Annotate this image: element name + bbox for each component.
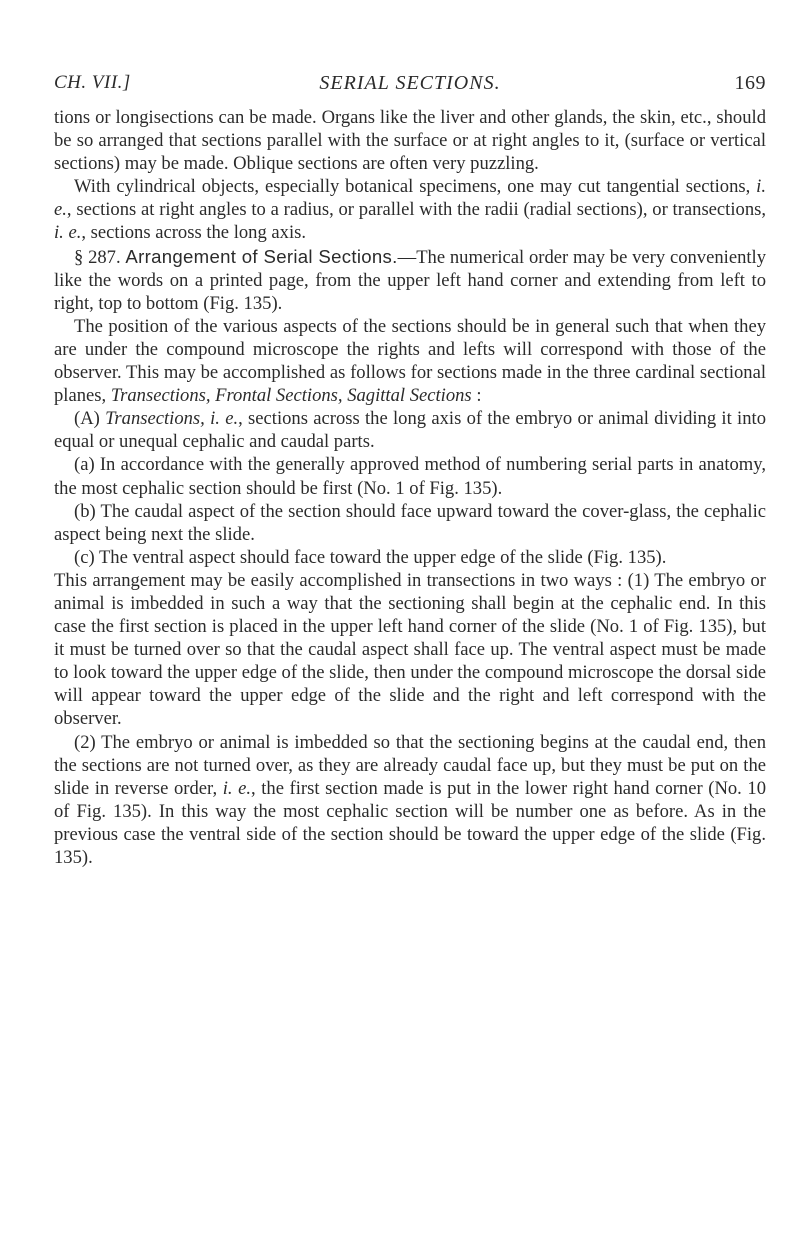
paragraph-item-b: (b) The caudal aspect of the section should face upward toward the cover-glass, the cephalic aspect being next the slide. (54, 500, 766, 545)
paragraph-arrangement: This arrangement may be easily accomplished in transections in two ways : (1) The embryo or animal is imbedded in such a way that the sectioning shall begin at the cephalic end. In this case the first section is placed in the upper left hand corner of the slide (No. 1 of Fig. 135), but it must be turned over so that the caudal aspect shall face up. The ventral aspect must be made to look toward the upper edge of the slide, then under the compound microscope the dorsal side will appear toward the upper edge of the slide and the right and left correspond with the observer. (54, 569, 766, 730)
italic-text: i. e. (54, 222, 82, 244)
paragraph-item-2 (54, 731, 766, 870)
text-run: The position of the various aspects of the sections should be in general such that when they are under the compound microscope the rights and lefts will correspond with those of the observer. This may be accomplished as follows for sections made in the three cardinal sectional planes, (54, 315, 766, 407)
book-page (54, 72, 766, 869)
running-title: SERIAL SECTIONS. (319, 72, 501, 94)
section-287-paragraph (54, 245, 766, 315)
section-number: § 287. (74, 246, 121, 268)
paragraph-cylindrical-objects (54, 175, 766, 244)
text-run: With cylindrical objects, especially botanical specimens, one may cut tangential sections, (74, 176, 751, 198)
paragraph-continuation: tions or longisections can be made. Organs like the liver and other glands, the skin, etc., should be so arranged that sections parallel with the surface or at right angles to it, (surface or vertical sections) may be made. Oblique sections are often very puzzling. (54, 107, 766, 175)
text-run: —The numerical order may be very conveniently like the words on a printed page, from the upper left hand corner and extending from left to right, top to bottom (Fig. 135). (54, 246, 766, 314)
body-text (54, 106, 766, 869)
paragraph-transections (54, 407, 766, 453)
italic-text: Transections, Frontal Sections, Sagittal Sections (110, 385, 472, 407)
italic-text: i. e. (222, 777, 252, 799)
text-run: , the first section made is put in the lower right hand corner (No. 10 of Fig. 135). In this way the most cephalic section will be number one as before. As in the previous case the ventral side of the section should be toward the upper edge of the slide (Fig. 135). (54, 777, 766, 868)
paragraph-item-a: (a) In accordance with the generally approved method of numbering serial parts in anatomy, the most cephalic section should be first (No. 1 of Fig. 135). (54, 454, 766, 499)
list-marker: (A) (74, 408, 100, 430)
paragraph-item-c: (c) The ventral aspect should face toward the upper edge of the slide (Fig. 135). (74, 546, 667, 568)
section-title: Arrangement of Serial Sections. (125, 245, 398, 267)
text-run: , sections at right angles to a radius, or parallel with the radii (radial sections), or transections, (66, 199, 766, 221)
paragraph-position (54, 315, 766, 407)
text-run: , sections across the long axis of the embryo or animal dividing it into equal or unequal cephalic and caudal parts. (54, 408, 766, 453)
italic-text: i. e. (54, 176, 766, 221)
text-run: : (476, 385, 482, 407)
chapter-marker: CH. VII.] (54, 72, 131, 93)
italic-text: Transections, i. e. (105, 408, 239, 430)
page-number: 169 (734, 72, 766, 94)
running-head (54, 72, 766, 106)
text-run: , sections across the long axis. (81, 222, 307, 244)
text-run: (2) The embryo or animal is imbedded so that the sectioning begins at the caudal end, then the sections are not turned over, as they are already caudal face up, but they must be put on the slide in reverse order, (54, 731, 766, 799)
